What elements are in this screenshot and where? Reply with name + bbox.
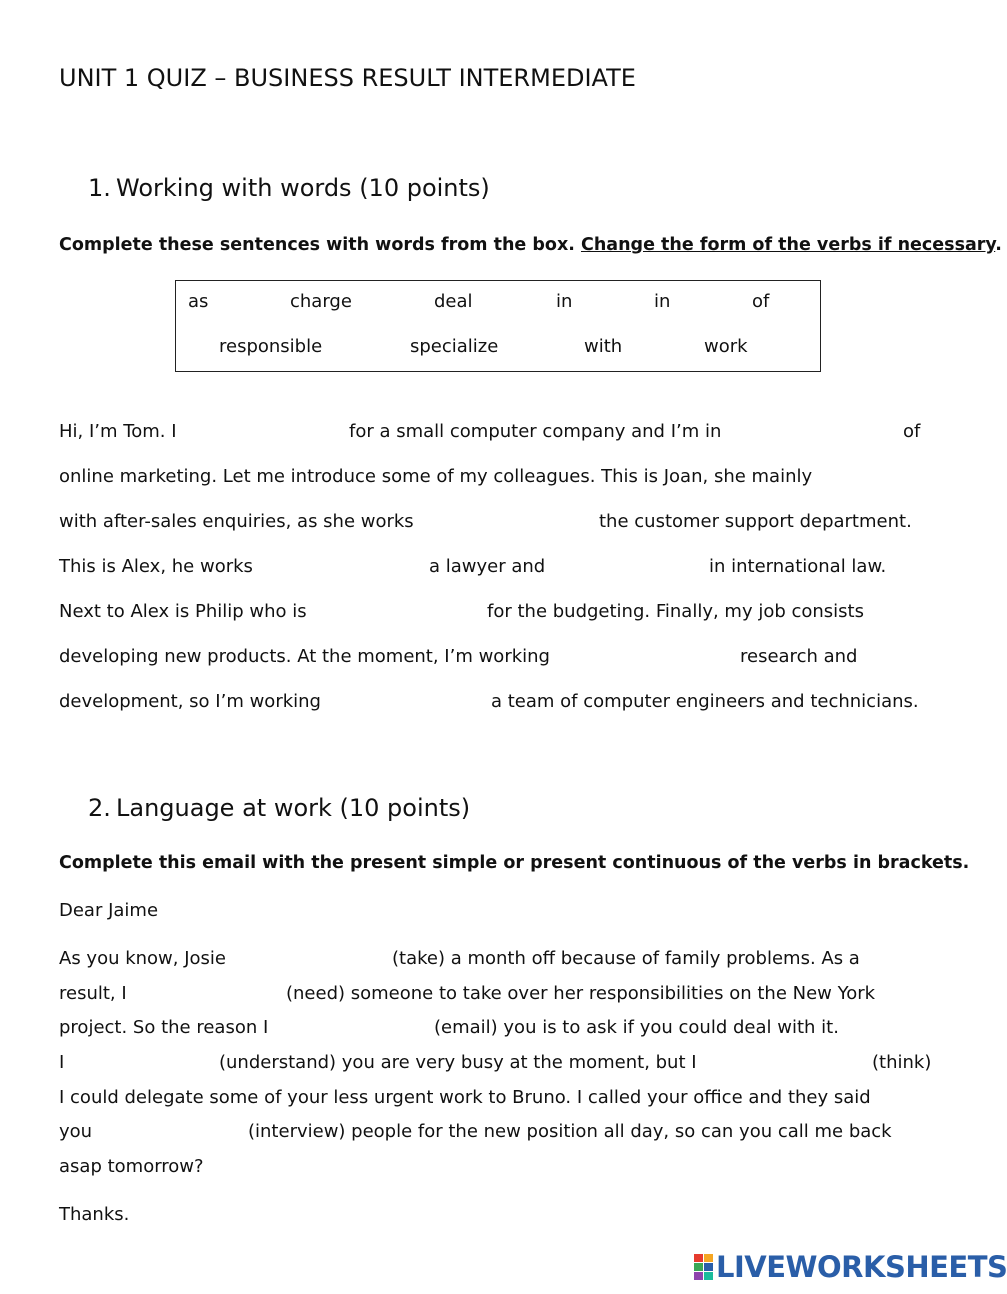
- email-greeting: Dear Jaime: [59, 900, 159, 921]
- text-segment: of: [903, 421, 921, 442]
- word-box-item: with: [584, 336, 623, 357]
- section-1-number: 1.: [88, 174, 111, 202]
- text-segment: asap tomorrow?: [59, 1156, 204, 1177]
- answer-gap-3[interactable]: [444, 509, 592, 535]
- text-segment: As you know, Josie: [59, 948, 226, 969]
- text-segment: (think): [872, 1052, 932, 1073]
- text-segment: This is Alex, he works: [59, 556, 253, 577]
- answer-gap-11[interactable]: [140, 981, 280, 1007]
- text-segment: (take) a month off because of family problems. As a: [392, 948, 860, 969]
- instruction-text: Complete these sentences with words from the box.: [59, 235, 575, 255]
- email-closing: Thanks.: [59, 1204, 130, 1225]
- section-1-title: Working with words (10 points): [116, 174, 490, 202]
- word-box-item: responsible: [219, 336, 323, 357]
- text-segment: research and: [740, 646, 858, 667]
- section-2-number: 2.: [88, 794, 111, 822]
- answer-gap-10[interactable]: [240, 946, 386, 972]
- text-segment: a team of computer engineers and technicians.: [491, 691, 919, 712]
- word-box-item: work: [704, 336, 748, 357]
- liveworksheets-brand: LIVEWORKSHEETS: [716, 1250, 1007, 1284]
- text-segment: in international law.: [709, 556, 887, 577]
- text-segment: I: [59, 1052, 65, 1073]
- text-segment: project. So the reason I: [59, 1017, 269, 1038]
- liveworksheets-logo-icon: [694, 1254, 714, 1280]
- answer-gap-1[interactable]: [198, 419, 343, 445]
- word-box-item: charge: [290, 291, 352, 312]
- answer-gap-5[interactable]: [554, 554, 702, 580]
- word-box-item: specialize: [410, 336, 499, 357]
- text-segment: development, so I’m working: [59, 691, 321, 712]
- text-segment: developing new products. At the moment, I’m working: [59, 646, 550, 667]
- page-title: UNIT 1 QUIZ – BUSINESS RESULT INTERMEDIATE: [59, 64, 636, 92]
- section-2-title: Language at work (10 points): [116, 794, 471, 822]
- answer-gap-9[interactable]: [341, 689, 484, 715]
- text-segment: (need) someone to take over her responsibilities on the New York: [286, 983, 876, 1004]
- answer-gap-4[interactable]: [274, 554, 422, 580]
- word-box-item: in: [654, 291, 671, 312]
- answer-gap-13[interactable]: [72, 1050, 212, 1076]
- text-segment: (email) you is to ask if you could deal with it.: [434, 1017, 839, 1038]
- text-segment: a lawyer and: [429, 556, 546, 577]
- text-segment: you: [59, 1121, 93, 1142]
- word-box-item: as: [188, 291, 209, 312]
- answer-gap-7[interactable]: [893, 599, 933, 625]
- text-segment: (interview) people for the new position all day, so can you call me back: [248, 1121, 892, 1142]
- answer-gap-14[interactable]: [722, 1050, 865, 1076]
- text-segment: (understand) you are very busy at the moment, but I: [219, 1052, 697, 1073]
- word-box-item: of: [752, 291, 770, 312]
- word-box-item: deal: [434, 291, 473, 312]
- answer-gap-15[interactable]: [99, 1119, 241, 1145]
- answer-gap-6[interactable]: [332, 599, 480, 625]
- instruction-underlined: Change the form of the verbs if necessary: [580, 235, 996, 255]
- text-segment: Hi, I’m Tom. I: [59, 421, 177, 442]
- text-segment: result, I: [59, 983, 127, 1004]
- word-box: [175, 280, 821, 372]
- answer-gap-8[interactable]: [585, 644, 733, 670]
- section-1-instruction: [59, 235, 1002, 255]
- answer-gap-2[interactable]: [748, 419, 896, 445]
- text-segment: online marketing. Let me introduce some of my colleagues. This is Joan, she mainly: [59, 466, 813, 487]
- word-box-item: in: [556, 291, 573, 312]
- text-segment: for the budgeting. Finally, my job consists: [487, 601, 864, 622]
- answer-gap-12[interactable]: [285, 1015, 427, 1041]
- text-segment: the customer support department.: [599, 511, 912, 532]
- text-segment: Next to Alex is Philip who is: [59, 601, 307, 622]
- text-segment: I could delegate some of your less urgent work to Bruno. I called your office and they said: [59, 1087, 871, 1108]
- section-2-heading: [88, 794, 470, 822]
- section-2-instruction: Complete this email with the present simple or present continuous of the verbs in brackets.: [59, 853, 970, 873]
- section-1-heading: [88, 174, 490, 202]
- text-segment: with after-sales enquiries, as she works: [59, 511, 414, 532]
- instruction-end: .: [995, 235, 1002, 255]
- text-segment: for a small computer company and I’m in: [349, 421, 722, 442]
